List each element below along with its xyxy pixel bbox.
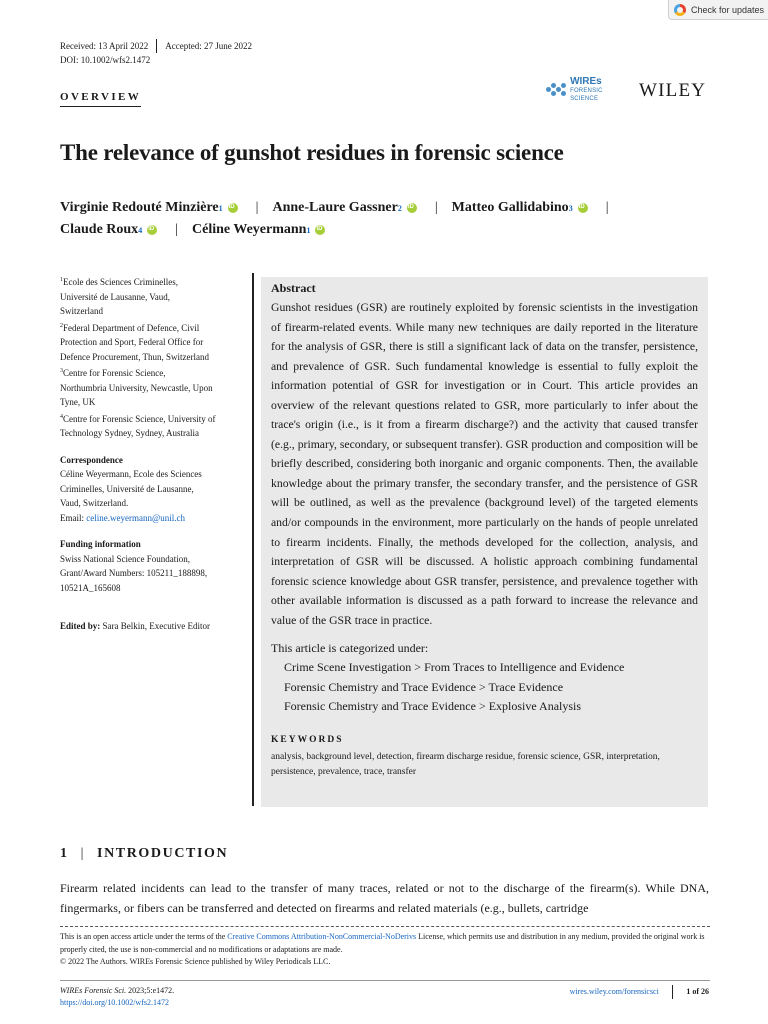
copyright-text: © 2022 The Authors. WIREs Forensic Science published by Wiley Periodicals LLC.: [60, 957, 331, 966]
check-for-updates-label: Check for updates: [691, 4, 765, 15]
author-separator: |: [175, 222, 178, 237]
introduction-heading: [60, 846, 228, 862]
sidebar-divider: [252, 273, 254, 806]
accepted-date: Accepted: 27 June 2022: [165, 41, 252, 51]
author-name[interactable]: Anne-Laure Gassner: [272, 200, 398, 215]
wires-dots-icon: [546, 81, 567, 99]
crossmark-icon: [674, 4, 686, 16]
wires-logo[interactable]: [546, 78, 630, 102]
section-title: INTRODUCTION: [97, 846, 229, 861]
orcid-icon[interactable]: [315, 225, 325, 235]
author-affiliation-mark: 1: [218, 203, 223, 213]
footer-citation-text: 2023;5:e1472.: [126, 986, 175, 995]
page-number: 1 of 26: [686, 987, 709, 996]
edited-by-label: Edited by:: [60, 621, 101, 631]
author-affiliation-mark: 3: [568, 203, 573, 213]
author-affiliation-mark: 1: [306, 225, 311, 235]
wiley-logo[interactable]: WILEY: [639, 80, 707, 101]
funding-line: Grant/Award Numbers: 105211_188898,: [60, 568, 208, 578]
category-item[interactable]: Forensic Chemistry and Trace Evidence > Trace Evidence: [284, 679, 564, 694]
correspondence-line: Criminelles, Université de Lausanne,: [60, 483, 194, 494]
correspondence-heading: Correspondence: [60, 454, 123, 465]
category-item[interactable]: Forensic Chemistry and Trace Evidence > Explosive Analysis: [284, 699, 582, 714]
introduction-text: Firearm related incidents can lead to the transfer of many traces, related or not to the discharge of the firearm(s). While DNA, fingermarks, or fibers can be transferred and detected on firearms and related materials (e.g., bullets, cartridge: [60, 881, 709, 915]
article-dates: [60, 40, 252, 53]
footer-citation: [60, 985, 174, 1009]
author-name[interactable]: Matteo Gallidabino: [451, 200, 569, 215]
section-number-separator: |: [80, 846, 86, 861]
affiliation: $^4$Centre for Forensic Science, University of Technology Sydney, Sydney, Australia: [60, 413, 216, 438]
date-divider: [156, 39, 157, 53]
correspondence-line: Vaud, Switzerland.: [60, 498, 129, 508]
footnote-divider: [60, 926, 710, 927]
author-list-line-2: [60, 222, 329, 238]
footer-separator: [672, 985, 674, 999]
footer-doi-link[interactable]: https://doi.org/10.1002/wfs2.1472: [60, 998, 169, 1007]
received-date: Received: 13 April 2022: [60, 41, 149, 51]
journal-site-link[interactable]: wires.wiley.com/forensicsci: [569, 987, 659, 996]
license-prefix: This is an open access article under the terms of the: [60, 932, 228, 941]
correspondence-line: Céline Weyermann, Ecole des Sciences: [60, 469, 202, 479]
keywords-heading: KEYWORDS: [271, 734, 344, 745]
affiliation: $^3$Centre for Forensic Science, Northumbria University, Newcastle, Upon Tyne, UK: [60, 368, 213, 407]
affiliation: $^2$Federal Department of Defence, Civil Protection and Sport, Federal Office for Defence Procurement, Thun, Switzerland: [60, 322, 210, 362]
funding-line: Swiss National Science Foundation,: [60, 553, 190, 564]
categorized-heading: This article is categorized under:: [271, 641, 429, 656]
license-note: [60, 931, 710, 969]
orcid-icon[interactable]: [407, 203, 417, 213]
author-separator: |: [605, 200, 609, 215]
funding-line: 10521A_165608: [60, 582, 121, 593]
author-name[interactable]: Céline Weyermann: [192, 222, 307, 237]
author-separator: |: [255, 200, 259, 215]
abstract-heading: Abstract: [271, 281, 316, 295]
author-list-line-1: [60, 200, 623, 216]
check-for-updates-button[interactable]: [668, 0, 768, 20]
abstract-box: [261, 277, 708, 807]
article-sidebar: [60, 273, 246, 634]
affiliation: $^1$Ecole des Sciences Criminelles, Université de Lausanne, Vaud, Switzerland: [60, 277, 178, 316]
keywords-list: analysis, background level, detection, firearm discharge residue, forensic science, GSR, interpretation, persistence, prevalence, trace, transfer: [271, 751, 660, 778]
wires-logo-line1: WIREs: [570, 76, 602, 87]
footer-divider: [60, 980, 710, 981]
article-title: The relevance of gunshot residues in forensic science: [60, 140, 564, 165]
section-number: 1: [60, 846, 69, 861]
email-label: Email:: [60, 512, 87, 523]
author-name[interactable]: Virginie Redouté Minzière: [60, 200, 219, 215]
section-label: OVERVIEW: [60, 91, 141, 107]
doi-text: DOI: 10.1002/wfs2.1472: [60, 55, 151, 65]
orcid-icon[interactable]: [228, 203, 238, 213]
abstract-text: Gunshot residues (GSR) are routinely exploited by forensic scientists in the investigation of firearm-related events. While many new techniques are daily reported in the literature for the analysis of GSR, there is still a significant lack of data on the transfer, persistence, and prevalence of GSR. Such fundamental knowledge is essential to fully exploit the information potential of GSR for investigation or in Court. This article provides an overview of the relevant questions related to GSR, more particularly to infer about the trace's origin (i.e., is it from a firearm discharge?) and the activity that caused transfer (e.g., primary, secondary, or subsequent transfer). GSR production and composition will be briefly described, considering both inorganic and organic components. Then, the available knowledge about the primary transfer, the secondary transfer, and the persistence of GSR will be outlined, as well as the prevalence (background level) of the targeted elements and/or compounds in the environment, more particularly on the hands of people unrelated to firearm incidents. Finally, the methods developed for the collection, analysis, and interpretation of GSR will be discussed. A holistic approach combining fundamental forensic science knowledge about GSR transfer, persistence, and prevalence together with other available information is discussed as a path forward to increase the relevance and value of the GSR trace in practice.: [271, 301, 698, 627]
wires-logo-line2: FORENSIC SCIENCE: [570, 88, 603, 102]
orcid-icon[interactable]: [147, 225, 157, 235]
footer-journal: WIREs Forensic Sci.: [60, 986, 127, 995]
footer-right: [570, 985, 709, 999]
edited-by-value: Sara Belkin, Executive Editor: [100, 621, 210, 631]
author-affiliation-mark: 2: [397, 203, 402, 213]
author-name[interactable]: Claude Roux: [60, 222, 139, 237]
license-link[interactable]: Creative Commons Attribution-NonCommercial-NoDerivs: [227, 932, 417, 941]
funding-heading: Funding information: [60, 539, 141, 549]
category-item[interactable]: Crime Scene Investigation > From Traces to Intelligence and Evidence: [284, 660, 625, 675]
author-affiliation-mark: 4: [138, 225, 143, 235]
orcid-icon[interactable]: [578, 203, 588, 213]
license-suffix: License, which permits use and distribution in any medium, provided the original work is properly cited, the use is non-commercial and no modifications or adaptations are made.: [60, 932, 705, 954]
author-separator: |: [434, 200, 438, 215]
email-link[interactable]: celine.weyermann@unil.ch: [86, 512, 185, 523]
